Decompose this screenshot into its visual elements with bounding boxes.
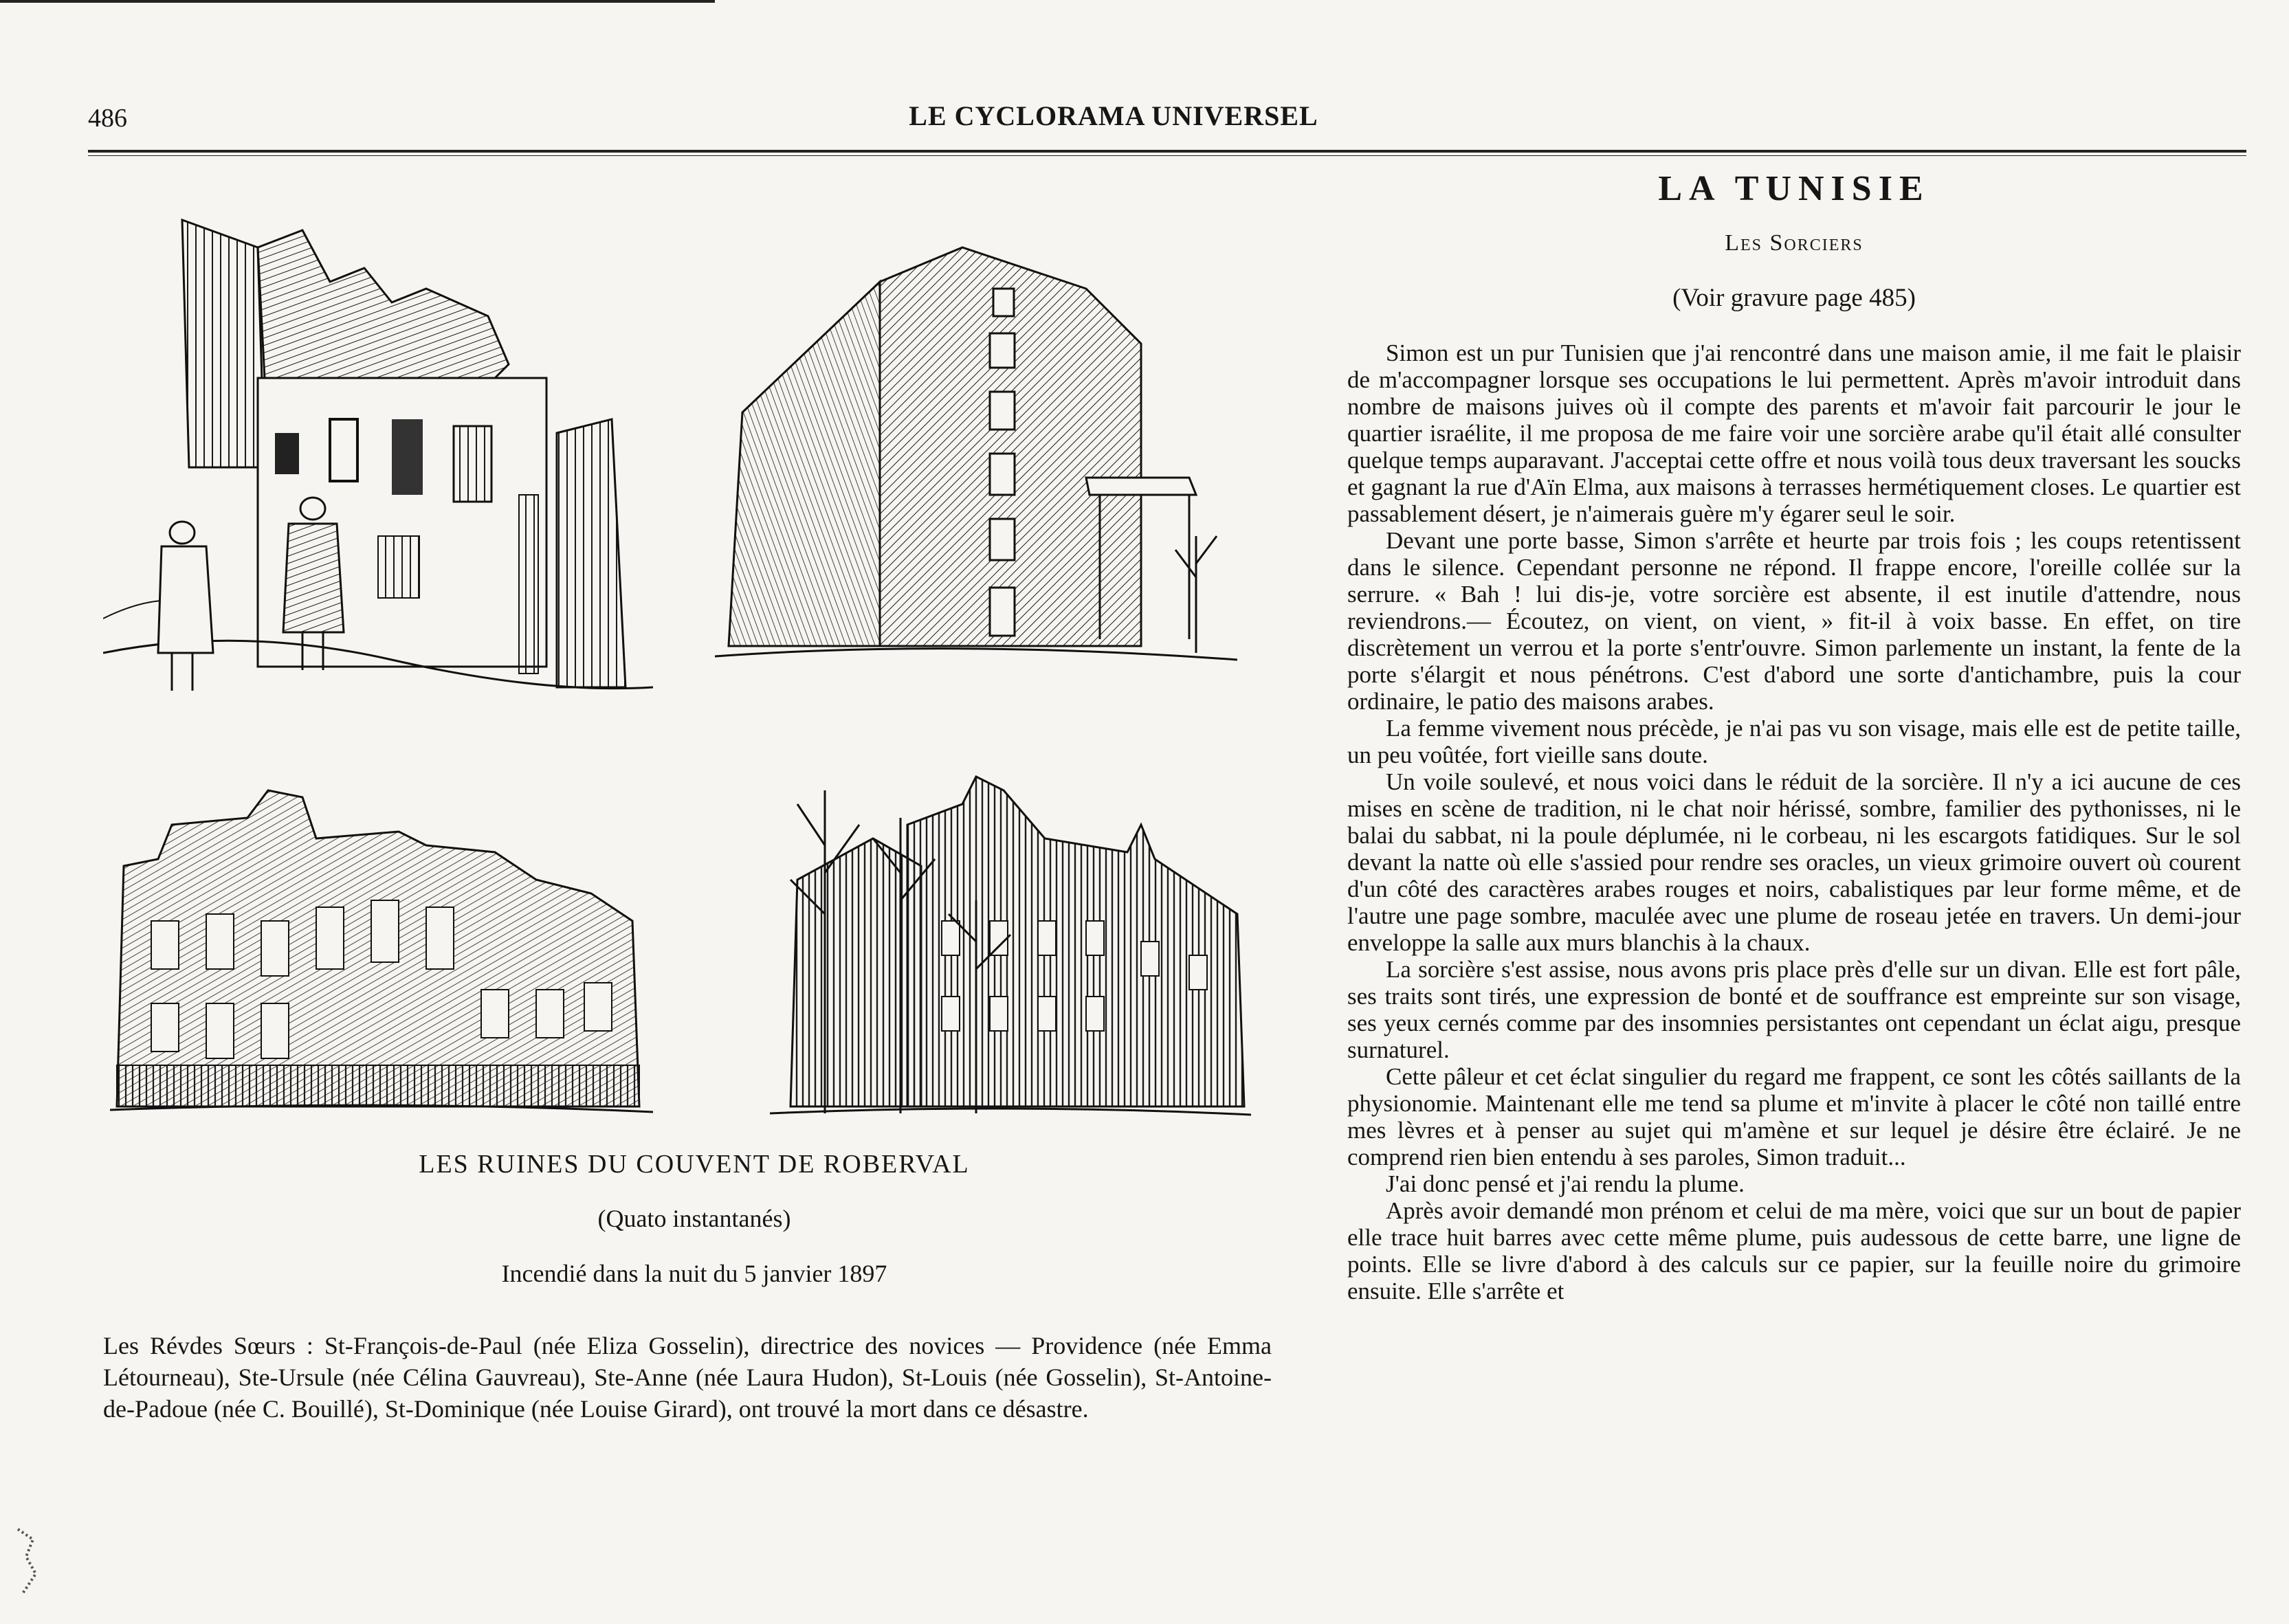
header-rule-thin bbox=[88, 155, 2246, 156]
article-subtitle: Les Sorciers bbox=[1725, 230, 1864, 256]
article-body bbox=[1347, 340, 2241, 1304]
scan-smudge bbox=[12, 1526, 40, 1601]
running-head: LE CYCLORAMA UNIVERSEL bbox=[909, 100, 1318, 131]
article-paragraph: Un voile soulevé, et nous voici dans le réduit de la sorcière. Il n'y a ici aucune de ces mises en scène de tradition, ni le chat noir hérissé, sombre, familier des pythonisses, ni le balai du sabbat, ni la poule déplumée, ni le corbeau, ni les escargots fatidiques. Sur le sol devant la natte où elle s'assied pour rendre ses oracles, un vieux grimoire ouvert où courent d'un côté des caractères arabes rouges et noirs, cabalistiques par leur forme même, et de l'autre une page sombre, maculée avec une plume de roseau jetée en travers. Un demi-jour enveloppe la salle aux murs blanchis à la chaux. bbox=[1347, 768, 2241, 956]
caption-body: Les Révdes Sœurs : St-François-de-Paul (née Eliza Gosselin), directrice des novices — Providence (née Emma Létourneau), Ste-Ursule (née Célina Gauvreau), Ste-Anne (née Laura Hudon), St-Louis (née Gosselin), St-Antoine-de-Padoue (née C. Bouillé), St-Dominique (née Louise Girard), ont trouvé la mort dans ce désastre. bbox=[103, 1332, 1272, 1423]
ruins-facade-illustration bbox=[110, 783, 653, 1113]
article-paragraph: Après avoir demandé mon prénom et celui de ma mère, voici que sur un bout de papier elle trace huit barres avec cette même plume, puis audessous de cette barre, une ligne de points. Elle se livre d'abord à des calculs sur ce papier, sur la feuille noire du grimoire ensuite. Elle s'arrête et bbox=[1347, 1197, 2241, 1304]
article-title: LA TUNISIE bbox=[1658, 169, 1930, 208]
header-rule-thick bbox=[88, 150, 2246, 153]
article-reference: (Voir gravure page 485) bbox=[1672, 284, 1916, 312]
ruins-courtyard-illustration bbox=[103, 206, 653, 701]
article-paragraph: Simon est un pur Tunisien que j'ai rencontré dans une maison amie, il me fait le plaisir de m'accompagner lorsque ses occupations le lui permettent. Après m'avoir introduit dans nombre de maisons juives où il compte des parents et m'avoir fait parcourir le jour le quartier israélite, il me proposa de me faire voir une sorcière arabe qu'il était allé consulter quelque temps auparavant. J'acceptai cette offre et nous voilà tous deux traversant les soucks et gagnant la rue d'Aïn Elma, aux maisons à terrasses hermétiquement closes. Le quartier est passablement désert, je n'aimerais guère m'y égarer seul le soir. bbox=[1347, 340, 2241, 527]
article-paragraph: La sorcière s'est assise, nous avons pris place près d'elle sur un divan. Elle est fort pâle, ses traits sont tirés, une expression de bonté et de souffrance est empreinte sur son visage, ses yeux cernés comme par des insomnies persistantes ont cependant un éclat aigu, presque surnaturel. bbox=[1347, 956, 2241, 1063]
page-number: 486 bbox=[88, 104, 127, 133]
article-paragraph: J'ai donc pensé et j'ai rendu la plume. bbox=[1386, 1170, 1745, 1197]
ruins-with-trees-illustration bbox=[770, 763, 1251, 1120]
article-paragraph: Cette pâleur et cet éclat singulier du regard me frappent, ce sont les côtés saillants de la physionomie. Maintenant elle me tend sa plume et m'invite à placer le côté non taillé entre mes lèvres et à penser au sujet qui m'amène et sur lequel je désire être éclairé. Je ne comprend rien bien entendu à ses paroles, Simon traduit... bbox=[1347, 1063, 2241, 1170]
article-paragraph: La femme vivement nous précède, je n'ai pas vu son visage, mais elle est de petite taille, un peu voûtée, fort vieille sans doute. bbox=[1347, 715, 2241, 768]
top-edge-rule bbox=[0, 0, 715, 3]
caption-date-line: Incendié dans la nuit du 5 janvier 1897 bbox=[501, 1260, 887, 1287]
caption-title: LES RUINES DU COUVENT DE ROBERVAL bbox=[419, 1150, 970, 1179]
caption-subtitle: (Quato instantanés) bbox=[597, 1205, 791, 1232]
convent-wing-illustration bbox=[715, 206, 1237, 680]
article-paragraph: Devant une porte basse, Simon s'arrête et heurte par trois fois ; les coups retentissent dans le silence. Cependant personne ne répond. Il frappe encore, l'oreille collée sur la serrure. « Bah ! lui dis-je, votre sorcière est absente, il est inutile d'attendre, nous reviendrons.— Écoutez, on vient, on vient, » fit-il à voix basse. En effet, on tire discrètement un verrou et la porte s'entr'ouvre. Simon parlemente un instant, la fente de la porte s'élargit et nous pénétrons. C'est d'abord une sorte d'antichambre, puis la cour ordinaire, le patio des maisons arabes. bbox=[1347, 527, 2241, 715]
